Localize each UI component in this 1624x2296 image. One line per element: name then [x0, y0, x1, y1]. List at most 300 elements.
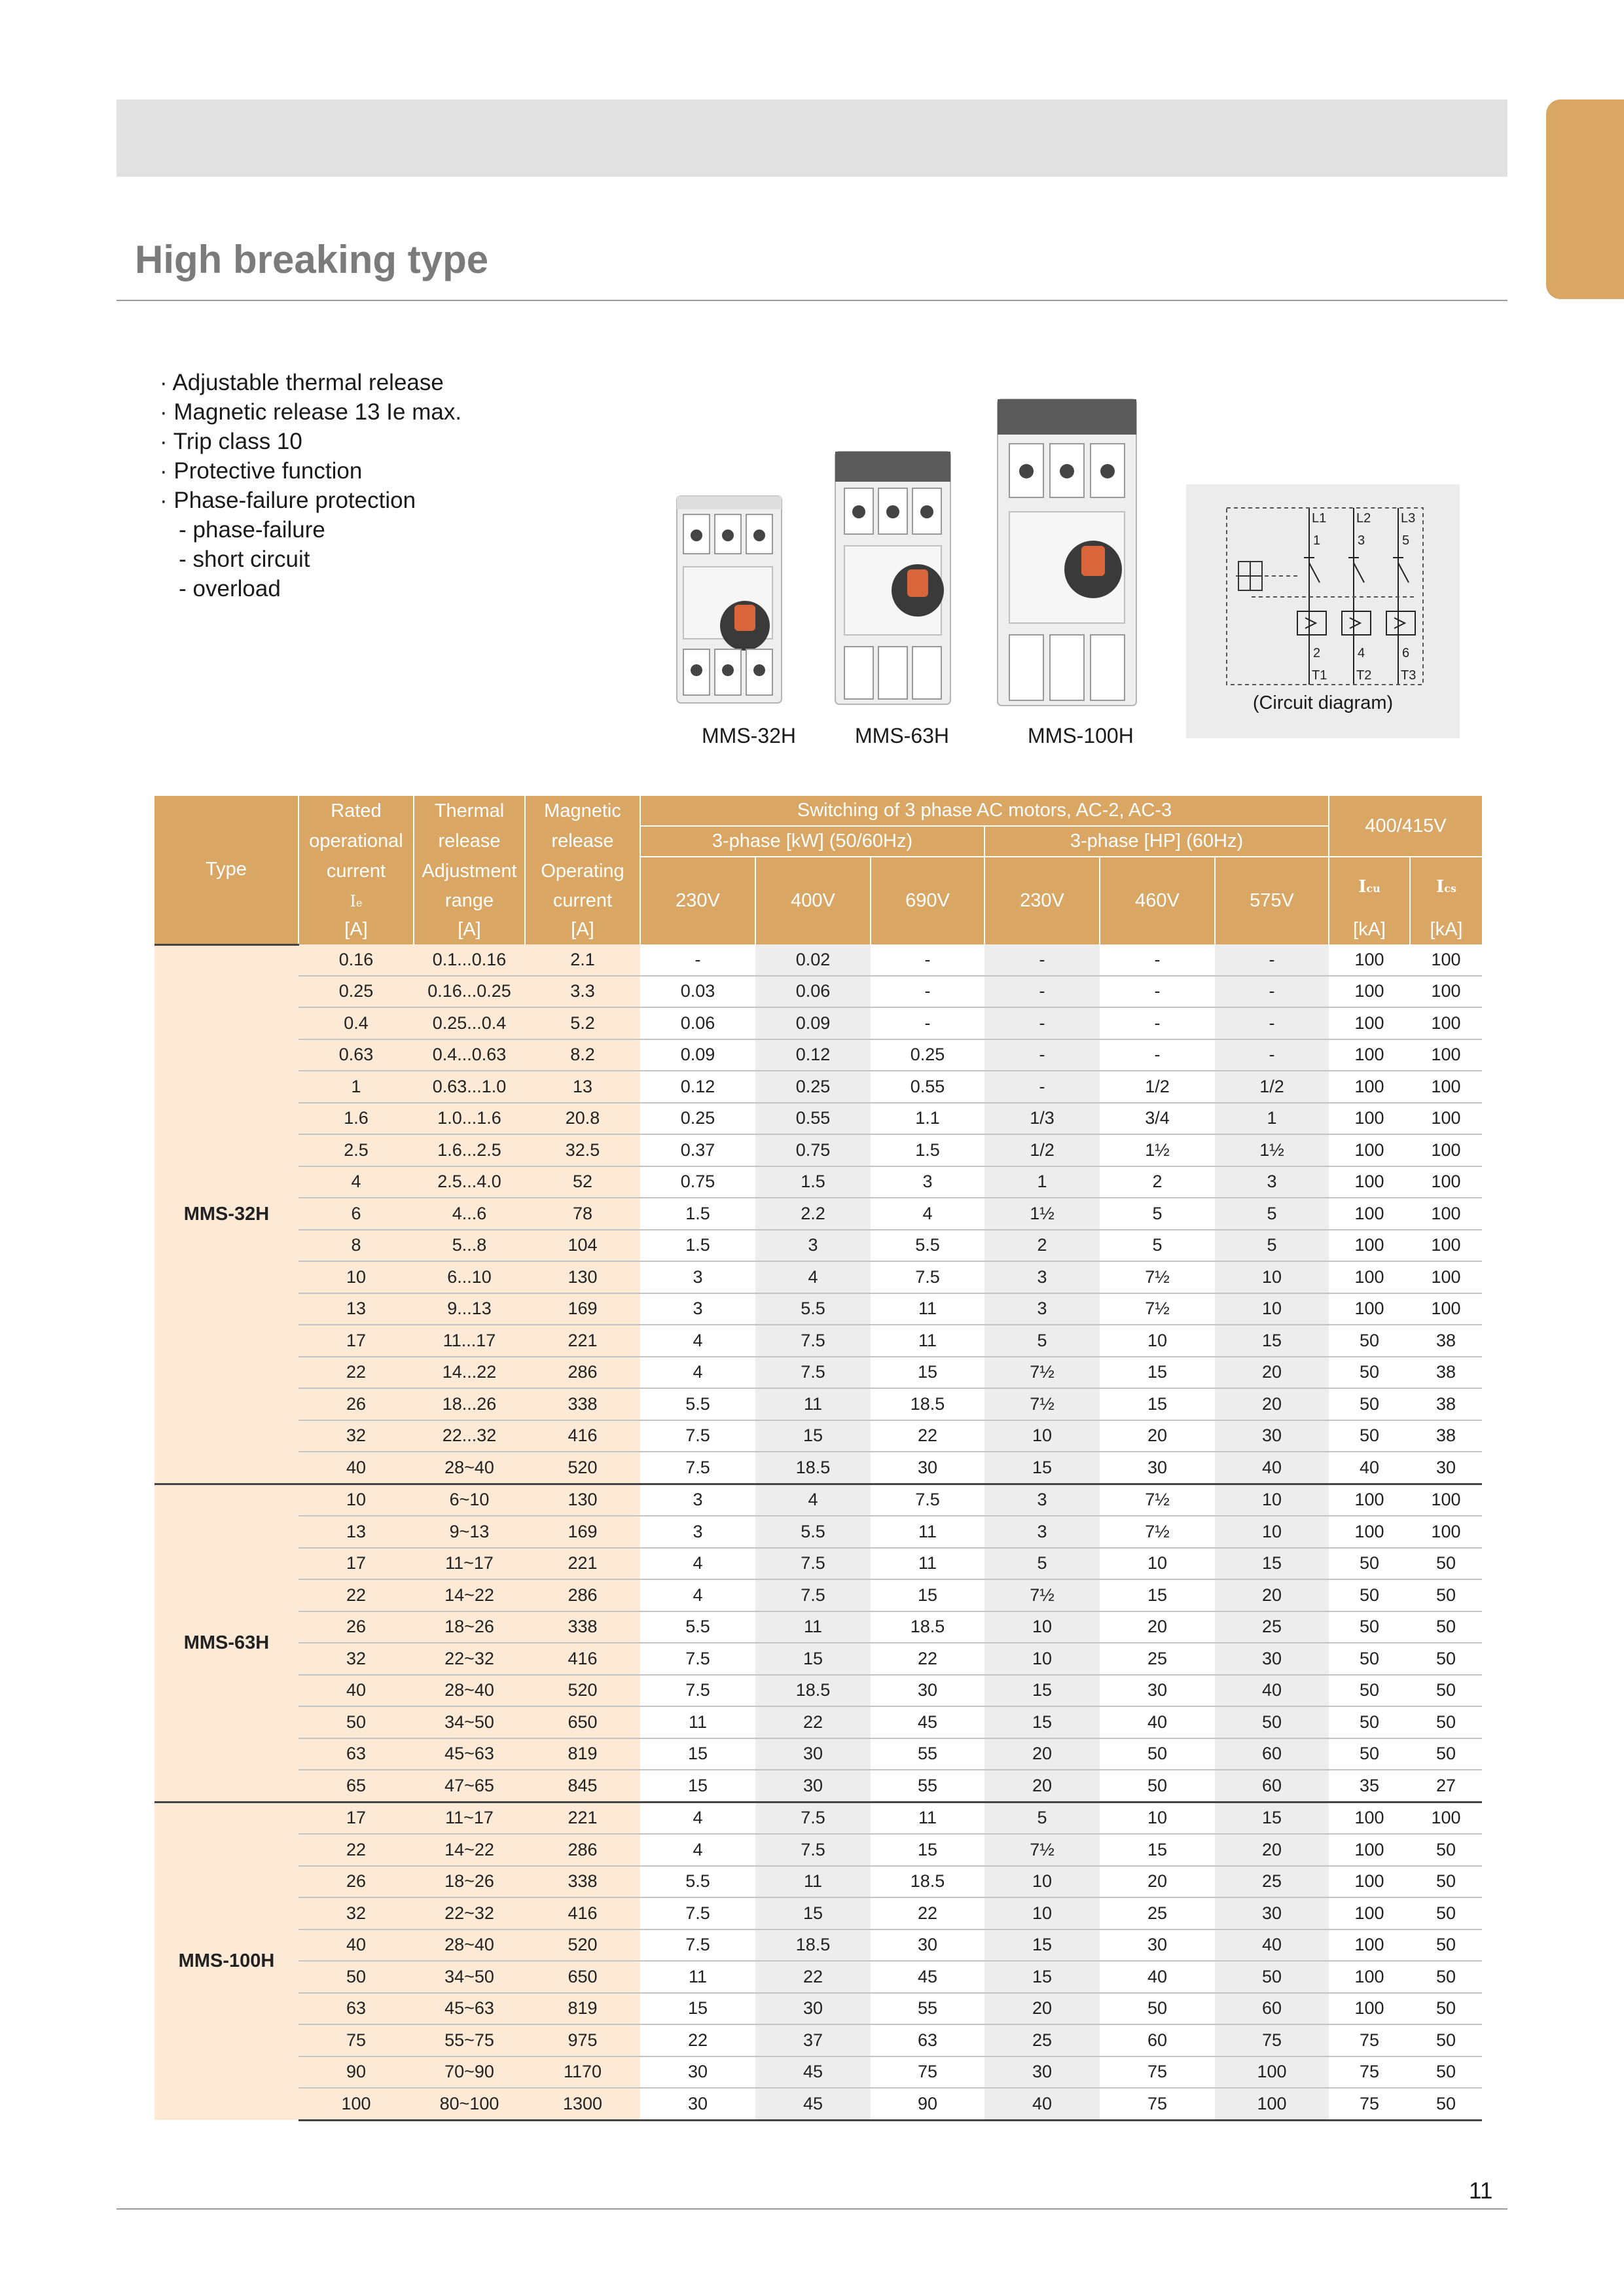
feature-item: - overload [160, 576, 281, 601]
thermal-range-cell: 28~40 [414, 1929, 525, 1962]
hp-575v-cell: - [1215, 1039, 1329, 1071]
feature-item: · Protective function [160, 458, 363, 484]
hp-460v-cell: 7½ [1100, 1484, 1215, 1516]
hp-230v-cell: 1/2 [984, 1134, 1100, 1166]
ics-cell: 100 [1410, 1134, 1482, 1166]
rated-current-cell: 32 [298, 1420, 414, 1452]
hp-230v-cell: 25 [984, 2024, 1100, 2056]
thermal-range-cell: 18...26 [414, 1388, 525, 1420]
kw-230v-cell: 11 [640, 1706, 755, 1738]
table-row [154, 944, 1482, 976]
thermal-range-cell: 80~100 [414, 2088, 525, 2120]
rated-current-cell: 26 [298, 1611, 414, 1643]
table-row [154, 1357, 1482, 1389]
hp-230v-cell: 15 [984, 1929, 1100, 1962]
kw-690v-cell: 30 [871, 1929, 984, 1962]
header-kw-690v: 690V [871, 857, 984, 944]
kw-400v-cell: 3 [755, 1230, 871, 1262]
kw-690v-cell: 15 [871, 1357, 984, 1389]
kw-690v-cell: - [871, 976, 984, 1008]
hp-575v-cell: 15 [1215, 1802, 1329, 1834]
kw-230v-cell: 5.5 [640, 1866, 755, 1898]
header-type: Type [154, 796, 298, 944]
magnetic-current-cell: 1170 [525, 2056, 640, 2089]
header-icu: Icu [1329, 857, 1410, 915]
hp-230v-cell: - [984, 1007, 1100, 1039]
kw-400v-cell: 30 [755, 1770, 871, 1802]
thermal-range-cell: 11~17 [414, 1802, 525, 1834]
header-breaking-voltage: 400/415V [1329, 796, 1482, 857]
ics-cell: 100 [1410, 1802, 1482, 1834]
icu-cell: 40 [1329, 1452, 1410, 1484]
thermal-range-cell: 70~90 [414, 2056, 525, 2089]
ics-cell: 27 [1410, 1770, 1482, 1802]
hp-575v-cell: 10 [1215, 1261, 1329, 1293]
hp-575v-cell: 40 [1215, 1452, 1329, 1484]
kw-690v-cell: 7.5 [871, 1484, 984, 1516]
table-row [154, 1198, 1482, 1230]
ics-cell: 50 [1410, 1897, 1482, 1929]
kw-690v-cell: 11 [871, 1548, 984, 1580]
rated-current-cell: 63 [298, 1738, 414, 1770]
thermal-range-cell: 9~13 [414, 1516, 525, 1548]
hp-460v-cell: - [1100, 1039, 1215, 1071]
magnetic-current-cell: 104 [525, 1230, 640, 1262]
hp-575v-cell: 30 [1215, 1897, 1329, 1929]
kw-230v-cell: 4 [640, 1325, 755, 1357]
rated-current-cell: 6 [298, 1198, 414, 1230]
magnetic-current-cell: 819 [525, 1993, 640, 2025]
magnetic-current-cell: 20.8 [525, 1103, 640, 1135]
thermal-range-cell: 0.16...0.25 [414, 976, 525, 1008]
kw-400v-cell: 7.5 [755, 1834, 871, 1866]
type-cell: MMS-32H [154, 944, 298, 1484]
hp-460v-cell: 10 [1100, 1325, 1215, 1357]
terminal-num-5: 5 [1402, 533, 1410, 548]
hp-230v-cell: 10 [984, 1866, 1100, 1898]
header-thermal-3: Adjustment [414, 857, 525, 886]
rated-current-cell: 26 [298, 1866, 414, 1898]
kw-400v-cell: 15 [755, 1643, 871, 1675]
hp-230v-cell: - [984, 944, 1100, 976]
icu-cell: 100 [1329, 1293, 1410, 1325]
feature-item: · Magnetic release 13 Ie max. [160, 399, 462, 425]
header-ka-icu: [kA] [1329, 915, 1410, 944]
page-title: High breaking type [135, 238, 489, 281]
kw-400v-cell: 2.2 [755, 1198, 871, 1230]
feature-item: · Trip class 10 [160, 429, 302, 454]
rated-current-cell: 17 [298, 1548, 414, 1580]
hp-230v-cell: 15 [984, 1961, 1100, 1993]
thermal-range-cell: 0.63...1.0 [414, 1071, 525, 1103]
terminal-l2: L2 [1356, 511, 1371, 526]
kw-690v-cell: 15 [871, 1834, 984, 1866]
thermal-range-cell: 9...13 [414, 1293, 525, 1325]
icu-cell: 100 [1329, 1134, 1410, 1166]
hp-460v-cell: 1/2 [1100, 1071, 1215, 1103]
kw-230v-cell: 5.5 [640, 1611, 755, 1643]
hp-575v-cell: 60 [1215, 1738, 1329, 1770]
ics-cell: 50 [1410, 1611, 1482, 1643]
icu-cell: 100 [1329, 1993, 1410, 2025]
thermal-range-cell: 22~32 [414, 1643, 525, 1675]
hp-460v-cell: 30 [1100, 1675, 1215, 1707]
hp-230v-cell: 10 [984, 1611, 1100, 1643]
hp-575v-cell: 15 [1215, 1325, 1329, 1357]
thermal-range-cell: 11...17 [414, 1325, 525, 1357]
hp-575v-cell: 3 [1215, 1166, 1329, 1198]
header-switching: Switching of 3 phase AC motors, AC-2, AC-3 [640, 796, 1329, 826]
ics-cell: 100 [1410, 1166, 1482, 1198]
hp-460v-cell: 5 [1100, 1230, 1215, 1262]
table-row [154, 2024, 1482, 2056]
icu-cell: 100 [1329, 1834, 1410, 1866]
thermal-range-cell: 34~50 [414, 1706, 525, 1738]
kw-230v-cell: 3 [640, 1293, 755, 1325]
magnetic-current-cell: 819 [525, 1738, 640, 1770]
kw-400v-cell: 0.02 [755, 944, 871, 976]
icu-cell: 100 [1329, 1198, 1410, 1230]
hp-230v-cell: 10 [984, 1420, 1100, 1452]
kw-400v-cell: 0.09 [755, 1007, 871, 1039]
thermal-range-cell: 4...6 [414, 1198, 525, 1230]
hp-230v-cell: 20 [984, 1770, 1100, 1802]
kw-690v-cell: 63 [871, 2024, 984, 2056]
thermal-range-cell: 6~10 [414, 1484, 525, 1516]
table-row [154, 1961, 1482, 1993]
ics-cell: 100 [1410, 1261, 1482, 1293]
hp-230v-cell: 10 [984, 1643, 1100, 1675]
ics-cell: 30 [1410, 1452, 1482, 1484]
thermal-range-cell: 14~22 [414, 1579, 525, 1611]
kw-230v-cell: 0.12 [640, 1071, 755, 1103]
header-ics: Ics [1410, 857, 1482, 915]
icu-cell: 50 [1329, 1420, 1410, 1452]
hp-575v-cell: - [1215, 976, 1329, 1008]
rated-current-cell: 17 [298, 1325, 414, 1357]
kw-400v-cell: 4 [755, 1261, 871, 1293]
hp-460v-cell: 30 [1100, 1452, 1215, 1484]
hp-575v-cell: 100 [1215, 2056, 1329, 2089]
ics-cell: 100 [1410, 1007, 1482, 1039]
rated-current-cell: 75 [298, 2024, 414, 2056]
kw-690v-cell: 22 [871, 1420, 984, 1452]
table-row [154, 1484, 1482, 1516]
ics-cell: 50 [1410, 1961, 1482, 1993]
kw-400v-cell: 37 [755, 2024, 871, 2056]
ics-cell: 100 [1410, 1103, 1482, 1135]
hp-230v-cell: 40 [984, 2088, 1100, 2120]
header-hp-group: 3-phase [HP] (60Hz) [984, 826, 1329, 857]
hp-230v-cell: 2 [984, 1230, 1100, 1262]
hp-460v-cell: 60 [1100, 2024, 1215, 2056]
rated-current-cell: 4 [298, 1166, 414, 1198]
icu-cell: 50 [1329, 1388, 1410, 1420]
kw-690v-cell: 3 [871, 1166, 984, 1198]
hp-575v-cell: 10 [1215, 1293, 1329, 1325]
magnetic-current-cell: 416 [525, 1897, 640, 1929]
kw-400v-cell: 7.5 [755, 1579, 871, 1611]
hp-230v-cell: 7½ [984, 1388, 1100, 1420]
kw-400v-cell: 5.5 [755, 1293, 871, 1325]
header-hp-575v: 575V [1215, 857, 1329, 944]
ics-cell: 100 [1410, 1071, 1482, 1103]
ics-cell: 50 [1410, 1929, 1482, 1962]
hp-575v-cell: 50 [1215, 1961, 1329, 1993]
thermal-range-cell: 22~32 [414, 1897, 525, 1929]
magnetic-current-cell: 650 [525, 1961, 640, 1993]
kw-230v-cell: 1.5 [640, 1230, 755, 1262]
kw-690v-cell: 30 [871, 1452, 984, 1484]
kw-690v-cell: - [871, 1007, 984, 1039]
magnetic-current-cell: 520 [525, 1452, 640, 1484]
magnetic-current-cell: 169 [525, 1516, 640, 1548]
magnetic-current-cell: 416 [525, 1420, 640, 1452]
ics-cell: 50 [1410, 1738, 1482, 1770]
thermal-range-cell: 14~22 [414, 1834, 525, 1866]
hp-575v-cell: 75 [1215, 2024, 1329, 2056]
thermal-range-cell: 47~65 [414, 1770, 525, 1802]
terminal-num-6: 6 [1402, 646, 1410, 660]
magnetic-current-cell: 286 [525, 1834, 640, 1866]
hp-460v-cell: 7½ [1100, 1516, 1215, 1548]
kw-690v-cell: 22 [871, 1643, 984, 1675]
feature-item: · Adjustable thermal release [160, 370, 444, 395]
kw-230v-cell: 30 [640, 2088, 755, 2120]
table-row [154, 1643, 1482, 1675]
hp-230v-cell: 7½ [984, 1834, 1100, 1866]
kw-690v-cell: 5.5 [871, 1230, 984, 1262]
kw-230v-cell: 7.5 [640, 1929, 755, 1962]
icu-cell: 50 [1329, 1579, 1410, 1611]
section-tab[interactable] [1546, 99, 1624, 299]
thermal-range-cell: 22...32 [414, 1420, 525, 1452]
magnetic-current-cell: 2.1 [525, 944, 640, 976]
hp-575v-cell: 30 [1215, 1643, 1329, 1675]
magnetic-current-cell: 32.5 [525, 1134, 640, 1166]
ics-cell: 50 [1410, 2056, 1482, 2089]
header-magnetic-1: Magnetic [525, 796, 640, 826]
rated-current-cell: 17 [298, 1802, 414, 1834]
kw-400v-cell: 22 [755, 1706, 871, 1738]
icu-cell: 50 [1329, 1548, 1410, 1580]
kw-690v-cell: 55 [871, 1738, 984, 1770]
footer-divider [117, 2208, 1507, 2210]
icu-cell: 50 [1329, 1643, 1410, 1675]
product-label-mms-100h: MMS-100H [1028, 724, 1134, 747]
thermal-range-cell: 1.0...1.6 [414, 1103, 525, 1135]
header-thermal-5: [A] [414, 915, 525, 944]
header-thermal-4: range [414, 886, 525, 915]
kw-690v-cell: 45 [871, 1706, 984, 1738]
ics-cell: 100 [1410, 1484, 1482, 1516]
kw-400v-cell: 0.06 [755, 976, 871, 1008]
page-number: 11 [1469, 2178, 1493, 2204]
table-row [154, 1866, 1482, 1898]
icu-cell: 100 [1329, 1039, 1410, 1071]
kw-230v-cell: 15 [640, 1738, 755, 1770]
rated-current-cell: 100 [298, 2088, 414, 2120]
kw-230v-cell: 4 [640, 1834, 755, 1866]
hp-460v-cell: 20 [1100, 1866, 1215, 1898]
terminal-num-4: 4 [1358, 646, 1365, 660]
hp-575v-cell: - [1215, 1007, 1329, 1039]
icu-cell: 50 [1329, 1706, 1410, 1738]
rated-current-cell: 50 [298, 1961, 414, 1993]
hp-460v-cell: 10 [1100, 1802, 1215, 1834]
rated-current-cell: 22 [298, 1357, 414, 1389]
icu-cell: 50 [1329, 1738, 1410, 1770]
header-band [117, 99, 1507, 177]
kw-690v-cell: 18.5 [871, 1388, 984, 1420]
hp-575v-cell: 20 [1215, 1579, 1329, 1611]
thermal-range-cell: 6...10 [414, 1261, 525, 1293]
kw-400v-cell: 0.75 [755, 1134, 871, 1166]
hp-575v-cell: 40 [1215, 1675, 1329, 1707]
thermal-range-cell: 18~26 [414, 1611, 525, 1643]
table-row [154, 1993, 1482, 2025]
table-row [154, 1388, 1482, 1420]
kw-690v-cell: 11 [871, 1802, 984, 1834]
icu-cell: 100 [1329, 1261, 1410, 1293]
hp-230v-cell: 3 [984, 1484, 1100, 1516]
kw-230v-cell: 0.37 [640, 1134, 755, 1166]
hp-460v-cell: 5 [1100, 1198, 1215, 1230]
rated-current-cell: 13 [298, 1516, 414, 1548]
kw-400v-cell: 18.5 [755, 1452, 871, 1484]
kw-690v-cell: 0.55 [871, 1071, 984, 1103]
hp-460v-cell: 50 [1100, 1738, 1215, 1770]
thermal-range-cell: 28~40 [414, 1675, 525, 1707]
magnetic-current-cell: 13 [525, 1071, 640, 1103]
kw-230v-cell: 4 [640, 1802, 755, 1834]
terminal-num-1: 1 [1313, 533, 1321, 548]
kw-230v-cell: 7.5 [640, 1675, 755, 1707]
kw-690v-cell: 1.1 [871, 1103, 984, 1135]
kw-690v-cell: 90 [871, 2088, 984, 2120]
terminal-l1: L1 [1312, 511, 1327, 526]
icu-cell: 100 [1329, 1929, 1410, 1962]
header-kw-400v: 400V [755, 857, 871, 944]
rated-current-cell: 0.63 [298, 1039, 414, 1071]
kw-400v-cell: 5.5 [755, 1516, 871, 1548]
kw-400v-cell: 7.5 [755, 1548, 871, 1580]
ics-cell: 100 [1410, 1516, 1482, 1548]
table-row [154, 1770, 1482, 1802]
magnetic-current-cell: 221 [525, 1802, 640, 1834]
title-divider [117, 300, 1507, 301]
table-row [154, 1071, 1482, 1103]
hp-460v-cell: 3/4 [1100, 1103, 1215, 1135]
kw-690v-cell: 11 [871, 1325, 984, 1357]
table-row [154, 1039, 1482, 1071]
header-magnetic-3: Operating [525, 857, 640, 886]
magnetic-current-cell: 8.2 [525, 1039, 640, 1071]
ics-cell: 100 [1410, 976, 1482, 1008]
product-image-mms-100h [995, 398, 1139, 708]
terminal-num-2: 2 [1313, 646, 1321, 660]
hp-230v-cell: 5 [984, 1802, 1100, 1834]
hp-575v-cell: 40 [1215, 1929, 1329, 1962]
rated-current-cell: 26 [298, 1388, 414, 1420]
magnetic-current-cell: 286 [525, 1579, 640, 1611]
ics-cell: 50 [1410, 2088, 1482, 2120]
kw-230v-cell: 3 [640, 1484, 755, 1516]
rated-current-cell: 2.5 [298, 1134, 414, 1166]
hp-575v-cell: 60 [1215, 1770, 1329, 1802]
ics-cell: 38 [1410, 1420, 1482, 1452]
kw-230v-cell: 4 [640, 1548, 755, 1580]
feature-list [160, 368, 461, 603]
header-thermal-1: Thermal [414, 796, 525, 826]
table-row [154, 1738, 1482, 1770]
hp-460v-cell: 7½ [1100, 1261, 1215, 1293]
hp-460v-cell: 50 [1100, 1770, 1215, 1802]
hp-460v-cell: 75 [1100, 2088, 1215, 2120]
header-magnetic-2: release [525, 826, 640, 857]
kw-230v-cell: 7.5 [640, 1897, 755, 1929]
ics-cell: 100 [1410, 944, 1482, 976]
magnetic-current-cell: 130 [525, 1484, 640, 1516]
type-cell: MMS-100H [154, 1802, 298, 2120]
header-rated-1: Rated [298, 796, 414, 826]
hp-460v-cell: 15 [1100, 1388, 1215, 1420]
hp-460v-cell: 40 [1100, 1706, 1215, 1738]
hp-230v-cell: 7½ [984, 1579, 1100, 1611]
magnetic-current-cell: 338 [525, 1388, 640, 1420]
table-row [154, 1420, 1482, 1452]
table-row [154, 1706, 1482, 1738]
thermal-range-cell: 11~17 [414, 1548, 525, 1580]
kw-230v-cell: - [640, 944, 755, 976]
hp-230v-cell: 30 [984, 2056, 1100, 2089]
kw-230v-cell: 0.03 [640, 976, 755, 1008]
kw-400v-cell: 11 [755, 1611, 871, 1643]
hp-460v-cell: - [1100, 1007, 1215, 1039]
hp-575v-cell: 20 [1215, 1357, 1329, 1389]
kw-230v-cell: 15 [640, 1993, 755, 2025]
feature-item: - short circuit [160, 547, 310, 572]
kw-400v-cell: 45 [755, 2088, 871, 2120]
terminal-num-3: 3 [1358, 533, 1365, 548]
rated-current-cell: 0.25 [298, 976, 414, 1008]
hp-460v-cell: 7½ [1100, 1293, 1215, 1325]
icu-cell: 35 [1329, 1770, 1410, 1802]
header-hp-230v: 230V [984, 857, 1100, 944]
icu-cell: 100 [1329, 1961, 1410, 1993]
hp-575v-cell: - [1215, 944, 1329, 976]
magnetic-current-cell: 169 [525, 1293, 640, 1325]
kw-230v-cell: 22 [640, 2024, 755, 2056]
kw-400v-cell: 11 [755, 1388, 871, 1420]
hp-230v-cell: 5 [984, 1548, 1100, 1580]
rated-current-cell: 40 [298, 1675, 414, 1707]
hp-460v-cell: 15 [1100, 1357, 1215, 1389]
kw-400v-cell: 4 [755, 1484, 871, 1516]
rated-current-cell: 22 [298, 1579, 414, 1611]
thermal-range-cell: 2.5...4.0 [414, 1166, 525, 1198]
hp-230v-cell: - [984, 976, 1100, 1008]
hp-575v-cell: 25 [1215, 1866, 1329, 1898]
thermal-range-cell: 1.6...2.5 [414, 1134, 525, 1166]
hp-575v-cell: 1 [1215, 1103, 1329, 1135]
icu-cell: 100 [1329, 1866, 1410, 1898]
hp-575v-cell: 30 [1215, 1420, 1329, 1452]
icu-cell: 100 [1329, 1484, 1410, 1516]
kw-230v-cell: 0.25 [640, 1103, 755, 1135]
terminal-l3: L3 [1401, 511, 1416, 526]
hp-575v-cell: 10 [1215, 1516, 1329, 1548]
